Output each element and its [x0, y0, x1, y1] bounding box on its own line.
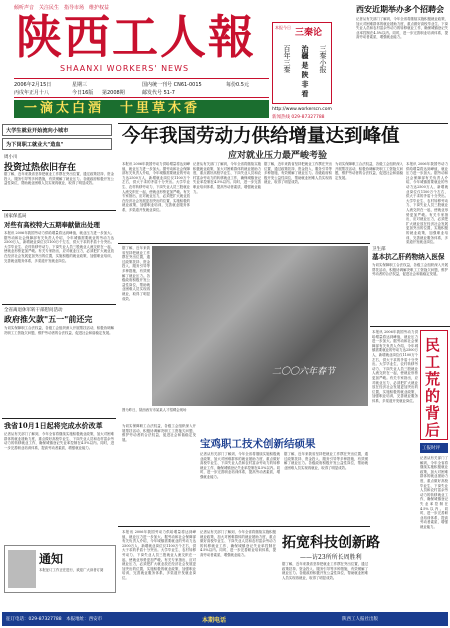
top-right-text: 记者从有关部门了解到，今年全省将继续实施积极就业政策，加大对困难群体的就业援助力度，重点做好高校毕业生、下岗失业人员和农村富余劳动力的转移就业工作，确保城镇登记失业率控制在4.5%以内。同时，进一步完善职业培训体系，提高劳动者素质，增强就业能力。 — [356, 17, 448, 40]
notice-label: 通知 — [39, 552, 64, 566]
masthead-post: 邮发代号 51-7 — [142, 90, 175, 96]
left-s4-text: 记者从有关部门了解到，今年全省将继续实施积极就业政策，加大对困难群体的就业援助力度，重点做好高校毕业生、下岗失业人员和农村富余劳动力的转移就业工作，确保城镇登记失业率控制在4.5%以内。同时，进一步完善职业培训体系，提高劳动者素质，增强就业能力。 — [4, 432, 114, 450]
story2-col-3: 据了解，近年来我省坚持把就业工作摆在突出位置，通过政策扶持、资金投入、服务引导等多种措施，有效缓解了就业压力。各级政府积极开发公益性岗位，帮助就业困难人员实现再就业，取得了明显成效。 — [284, 452, 368, 470]
feature-tag — [420, 443, 448, 453]
right-divider — [370, 326, 450, 327]
notice-box — [4, 545, 116, 593]
right-head[interactable]: 基本抗乙肝药物纳入医保 — [372, 253, 445, 261]
main-bottom-rule — [118, 243, 370, 244]
left-s2-head[interactable]: 对些有高校特大五期奉献做出处理 — [4, 221, 100, 229]
center-left-text: 据了解，近年来我省坚持把就业工作摆在突出位置，通过政策扶持、资金投入、服务引导等多种措施，有效缓解了就业压力。各级政府积极开发公益性岗位，帮助就业困难人员实现再就业，取得了明显成效。 — [122, 246, 150, 301]
feature-box[interactable] — [420, 330, 448, 440]
masthead-price: 每份0.5元 — [226, 82, 249, 88]
main-col-4: 为切实保障职工合法权益，各级工会组织深入开展帮扶活动，积极协调解决职工工资拖欠问题，维护劳动者的合法权益，促进社会和谐稳定发展。 — [335, 162, 403, 180]
right-text-2: 本报讯 2006年我国劳动力供给增量将达到峰值，就业压力进一步加大。据劳动和社会保障部有关负责人介绍，今年城镇需要就业的劳动力达2500万人，新增就业岗位仅1100万个左右，供大于求的矛盾十分突出。大学毕业生、农村转移劳动力、下岗失业人员三股就业人流交织在一起，使就业形势更加严峻。有关专家指出，应对就业压力，必须把扩大就业放在经济社会发展更加突出的位置，实施积极的就业政策，加强职业培训，完善就业服务体系，多渠道开发就业岗位。 — [372, 330, 418, 403]
left-box-1[interactable] — [2, 124, 112, 136]
feature-vertical-title: 民工荒的背后 — [425, 336, 441, 439]
left-s4-head[interactable]: 我省10月1日起将完成水价改革 — [4, 421, 103, 430]
masthead-weekday: 星期三 — [72, 82, 88, 88]
side-promo-line-1: 百年三秦 — [283, 45, 291, 73]
story3-top-rule — [118, 526, 370, 527]
left-box-2-text: 为下岗职工就业大"造血" — [6, 142, 64, 148]
main-col-5: 本报讯 2006年我国劳动力供给增量将达到峰值，就业压力进一步加大。据劳动和社会保障部有关负责人介绍，今年城镇需要就业的劳动力达2500万人，新增就业岗位仅1100万个左右，供大于求的矛盾十分突出。大学毕业生、农村转移劳动力、下岗失业人员三股就业人流交织在一起，使就业形势更加严峻。有关专家指出，应对就业压力，必须把扩大就业放在经济社会发展更加突出的位置，实施积极的就业政策，加强职业培训，完善就业服务体系，多渠道开发就业岗位。 — [406, 162, 448, 245]
main-subhead: 应对就业压力最严峻考验 — [228, 151, 328, 161]
left-s3-text: 为切实保障职工合法权益，各级工会组织深入开展帮扶活动，积极协调解决职工工资拖欠问题，维护劳动者的合法权益，促进社会和谐稳定发展。 — [4, 326, 114, 335]
center-photo-caption: 图为昨日，陕西西安市某某人才招聘会现场 — [122, 408, 187, 412]
left-divider-2 — [2, 304, 116, 305]
story2-col-2: 记者从有关部门了解到，今年全省将继续实施积极就业政策，加大对困难群体的就业援助力度，重点做好高校毕业生、下岗失业人员和农村富余劳动力的转移就业工作，确保城镇登记失业率控制在4.5%以内。同时，进一步完善职业培训体系，提高劳动者素质，增强就业能力。 — [200, 452, 280, 479]
right-text-1: 为切实保障职工合法权益，各级工会组织深入开展帮扶活动，积极协调解决职工工资拖欠问题，维护劳动者的合法权益，促进社会和谐稳定发展。 — [372, 263, 448, 277]
side-promo-label: 本报今日 — [275, 25, 291, 30]
story3-sub: ——访23所所长周胜利 — [300, 554, 362, 561]
left-s2-kicker: 国家保监局 — [4, 214, 27, 219]
left-s2-text: 本报讯 2006年我国劳动力供给增量将达到峰值，就业压力进一步加大。据劳动和社会保障部有关负责人介绍，今年城镇需要就业的劳动力达2500万人，新增就业岗位仅1100万个左右，供大于求的矛盾十分突出。大学毕业生、农村转移劳动力、下岗失业人员三股就业人流交织在一起，使就业形势更加严峻。有关专家指出，应对就业压力，必须把扩大就业放在经济社会发展更加突出的位置，实施积极的就业政策，加强职业培训，完善就业服务体系，多渠道开发就业岗位。 — [4, 231, 114, 263]
left-s1-head[interactable]: 投资过热依旧存在 — [4, 163, 77, 173]
story3-head[interactable]: 拓宽科技创新路 — [282, 535, 380, 551]
center-photo — [152, 246, 368, 406]
left-box-1-text: 大学生就业开始流向小城市 — [6, 128, 69, 134]
masthead-website[interactable]: http://www.workerscn.com — [272, 107, 332, 112]
right-text-3: 记者从有关部门了解到，今年全省将继续实施积极就业政策，加大对困难群体的就业援助力度，重点做好高校毕业生、下岗失业人员和农村富余劳动力的转移就业工作，确保城镇登记失业率控制在4.5%以内。同时，进一步完善职业培训体系，提高劳动者素质，增强就业能力。 — [420, 456, 448, 529]
masthead-edition: 今日16版 — [72, 90, 94, 96]
masthead-info-bar — [14, 78, 269, 98]
left-s1-kicker: 周小川 — [4, 155, 18, 160]
masthead-cn: 国内统一刊号 CN61-0015 — [142, 82, 202, 88]
left-divider-1 — [2, 210, 116, 211]
footer-right: 陕西工人报社出版 — [342, 617, 378, 622]
top-right-headline[interactable]: 西安近期举办多个招聘会 — [356, 4, 444, 14]
footer-bar — [2, 612, 448, 626]
center-photo-overlay: 二〇〇六年春节 — [272, 367, 336, 377]
story3-col-2: 记者从有关部门了解到，今年全省将继续实施积极就业政策，加大对困难群体的就业援助力度，重点做好高校毕业生、下岗失业人员和农村富余劳动力的转移就业工作，确保城镇登记失业率控制在4.5%以内。同时，进一步完善职业培训体系，提高劳动者素质，增强就业能力。 — [200, 530, 276, 557]
notice-text: 本报征订工作正在进行，欢迎广大读者订阅 — [39, 568, 104, 572]
left-s1-text: 据了解，近年来我省坚持把就业工作摆在突出位置，通过政策扶持、资金投入、服务引导等多种措施，有效缓解了就业压力。各级政府积极开发公益性岗位，帮助就业困难人员实现再就业，取得了明显成效。 — [4, 172, 114, 186]
main-col-2: 记者从有关部门了解到，今年全省将继续实施积极就业政策，加大对困难群体的就业援助力度，重点做好高校毕业生、下岗失业人员和农村富余劳动力的转移就业工作，确保城镇登记失业率控制在4.5%以内。同时，进一步完善职业培训体系，提高劳动者素质，增强就业能力。 — [193, 162, 261, 194]
feature-tag-text: 工报时评 — [422, 446, 440, 451]
ad-banner-text: 一滴太白酒 十里草木香 — [24, 101, 201, 116]
main-col-3: 据了解，近年来我省坚持把就业工作摆在突出位置，通过政策扶持、资金投入、服务引导等多种措施，有效缓解了就业压力。各级政府积极开发公益性岗位，帮助就业困难人员实现再就业，取得了明显成效。 — [264, 162, 332, 185]
side-promo-line-2: 治疆 是 陕 非 看 — [301, 45, 310, 97]
footer-mid: 本期电话 — [202, 617, 227, 624]
masthead-title: 陕西工人報 — [16, 10, 256, 64]
main-top-rule — [118, 123, 448, 124]
left-box-2[interactable] — [2, 138, 112, 150]
notice-photo — [8, 550, 36, 588]
story3-col-1: 本报讯 2006年我国劳动力供给增量将达到峰值，就业压力进一步加大。据劳动和社会保障部有关负责人介绍，今年城镇需要就业的劳动力达2500万人，新增就业岗位仅1100万个左右，供大于求的矛盾十分突出。大学毕业生、农村转移劳动力、下岗失业人员三股就业人流交织在一起，使就业形势更加严峻。有关专家指出，应对就业压力，必须把扩大就业放在经济社会发展更加突出的位置，实施积极的就业政策，加强职业培训，完善就业服务体系，多渠道开发就业岗位。 — [122, 530, 196, 580]
left-s3-kicker: 全省离退休军转干部慰问活动 — [4, 308, 63, 313]
masthead-hotline: 新闻热线 029-87327788 — [272, 115, 325, 120]
footer-left: 征订电话：029-87327788 本报地址：西安市 — [6, 617, 103, 622]
story2-head[interactable]: 宝鸡职工技术创新结硕果 — [200, 438, 316, 450]
left-s3-head[interactable]: 政府推欠款"五一"前还完 — [4, 314, 93, 324]
masthead-issue: 第2008期 — [102, 90, 125, 96]
side-promo-title: 三秦论 — [295, 28, 323, 38]
masthead-lunar: 丙戌年正月十八 — [14, 90, 50, 96]
story2-col-1: 为切实保障职工合法权益，各级工会组织深入开展帮扶活动，积极协调解决职工工资拖欠问题，维护劳动者的合法权益，促进社会和谐稳定发展。 — [122, 424, 196, 442]
masthead-slogan: 倾听声音 关注民生 指导市场 维护权益 — [14, 5, 110, 11]
side-promo — [272, 22, 332, 104]
left-divider-3 — [2, 418, 116, 419]
main-headline[interactable]: 今年我国劳动力供给增量达到峰值 — [122, 126, 400, 147]
main-col-1: 本报讯 2006年我国劳动力供给增量将达到峰值，就业压力进一步加大。据劳动和社会保障部有关负责人介绍，今年城镇需要就业的劳动力达2500万人，新增就业岗位仅1100万个左右，供大于求的矛盾十分突出。大学毕业生、农村转移劳动力、下岗失业人员三股就业人流交织在一起，使就业形势更加严峻。有关专家指出，应对就业压力，必须把扩大就业放在经济社会发展更加突出的位置，实施积极的就业政策，加强职业培训，完善就业服务体系，多渠道开发就业岗位。 — [122, 162, 190, 212]
side-promo-line-3: 三秦小报 — [319, 45, 327, 73]
story3-col-3: 据了解，近年来我省坚持把就业工作摆在突出位置，通过政策扶持、资金投入、服务引导等多种措施，有效缓解了就业压力。各级政府积极开发公益性岗位，帮助就业困难人员实现再就业，取得了明显成效。 — [282, 562, 368, 580]
ad-banner[interactable] — [14, 100, 269, 118]
right-kicker: 卫生部 — [372, 247, 386, 252]
masthead-date: 2006年2月15日 — [14, 82, 52, 88]
masthead-subtitle: SHAANXI WORKERS' NEWS — [60, 64, 190, 73]
